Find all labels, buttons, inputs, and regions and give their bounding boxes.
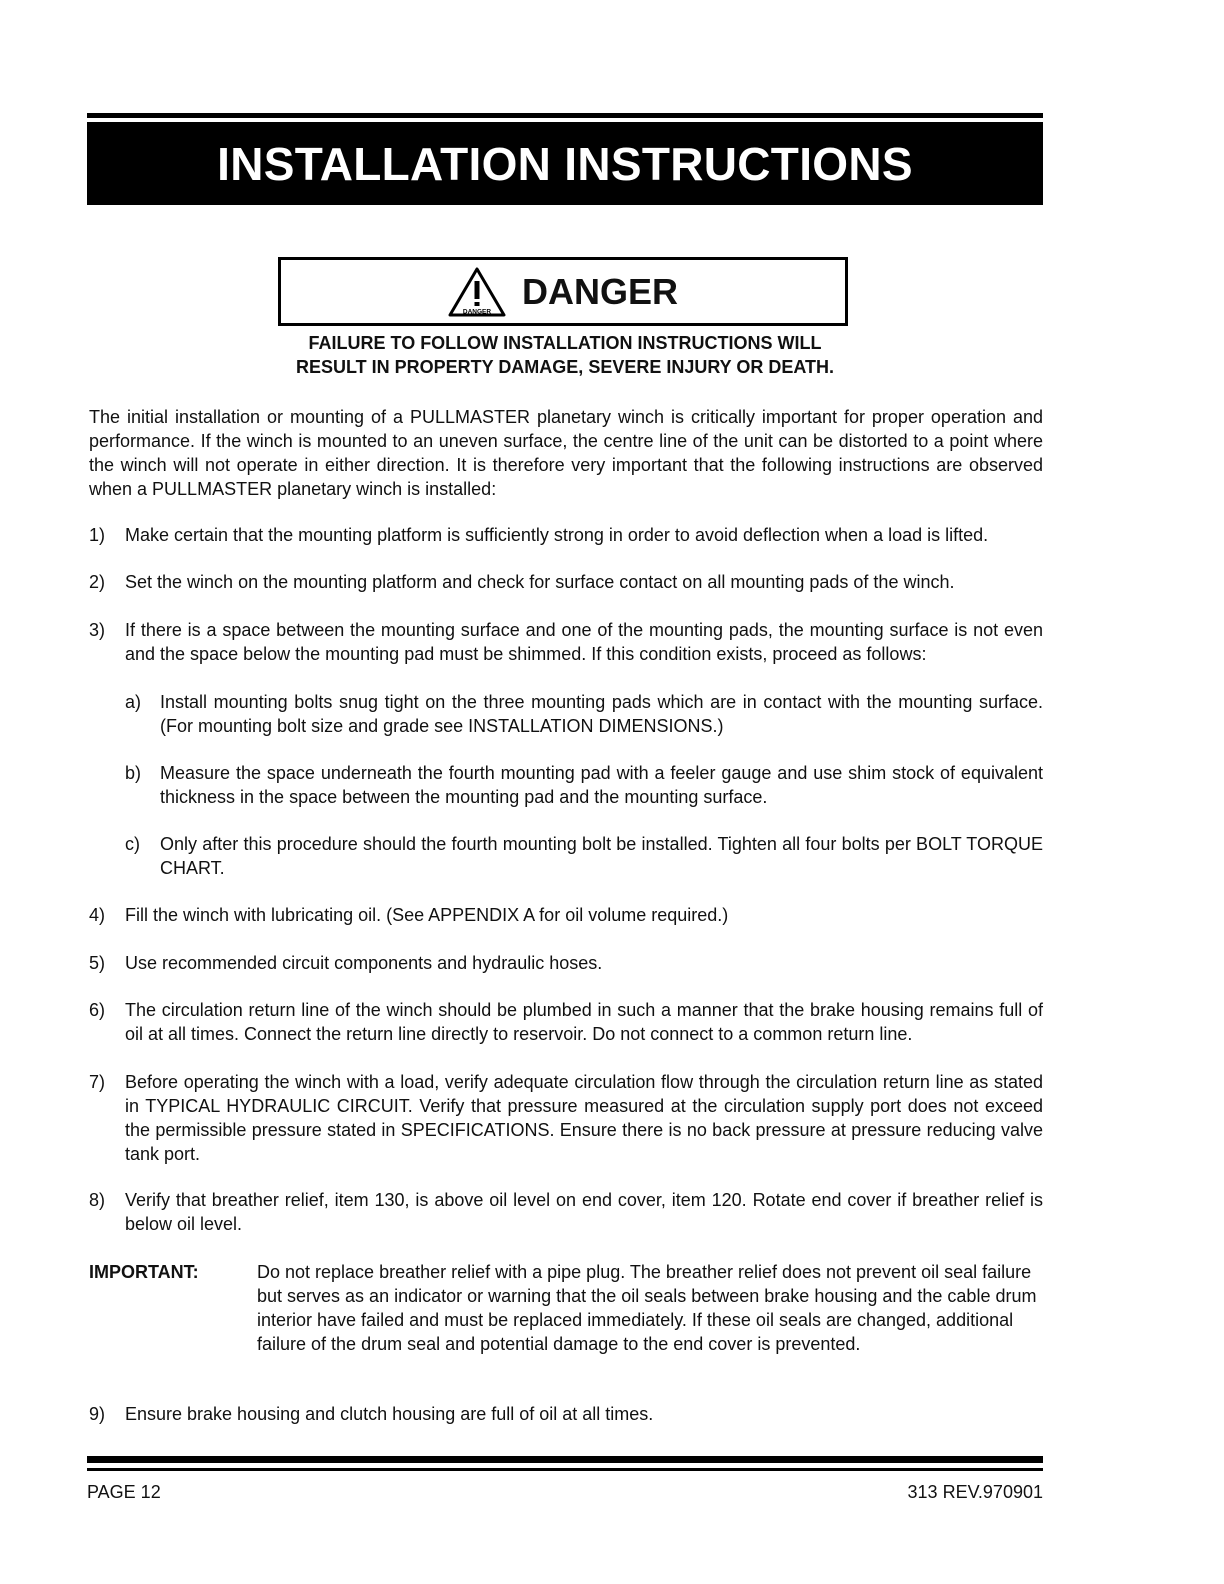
step-4 — [89, 903, 1043, 927]
step-6 — [89, 998, 1043, 1046]
substep-text: Only after this procedure should the fourth mounting bolt be installed. Tighten all four bolts per BOLT TORQUE CHART. — [160, 834, 1043, 878]
title-banner — [87, 122, 1043, 205]
step-text: Use recommended circuit components and hydraulic hoses. — [125, 953, 603, 973]
substep-letter: a) — [125, 692, 142, 712]
danger-box — [278, 257, 848, 326]
step-1 — [89, 523, 1043, 547]
step-number: 2) — [89, 572, 106, 592]
step-text: Before operating the winch with a load, verify adequate circulation flow through the circulation return line as stated in TYPICAL HYDRAULIC CIRCUIT. Verify that pressure measured at the circulation supply port does not exceed the permissible pressure stated in SPECIFICATIONS. Ensure there is no back pressure at pressure reducing valve tank port. — [125, 1072, 1043, 1164]
step-text: The circulation return line of the winch should be plumbed in such a manner that the brake housing remains full of oil at all times. Connect the return line directly to reservoir. Do not connect to a common return line. — [125, 1000, 1043, 1044]
intro-paragraph: The initial installation or mounting of a PULLMASTER planetary winch is critically important for proper operation and performance. If the winch is mounted to an uneven surface, the centre line of the unit can be distorted to a point where the winch will not operate in either direction. It is therefore very important that the following instructions are observed when a PULLMASTER planetary winch is installed: — [89, 407, 1043, 499]
step-3 — [89, 618, 1043, 666]
step-text: Ensure brake housing and clutch housing are full of oil at all times. — [125, 1404, 654, 1424]
page-number: PAGE 12 — [87, 1482, 161, 1502]
step-number: 6) — [89, 1000, 106, 1020]
step-text: Make certain that the mounting platform is sufficiently strong in order to avoid deflection when a load is lifted. — [125, 525, 989, 545]
bottom-rule-thick — [87, 1456, 1043, 1463]
step-8 — [89, 1188, 1043, 1236]
step-number: 1) — [89, 525, 106, 545]
step-text: Set the winch on the mounting platform and check for surface contact on all mounting pads of the winch. — [125, 572, 955, 592]
top-rule — [87, 113, 1043, 118]
step-text: Fill the winch with lubricating oil. (See APPENDIX A for oil volume required.) — [125, 905, 729, 925]
revision-code: 313 REV.970901 — [907, 1482, 1043, 1502]
step-text: If there is a space between the mounting surface and one of the mounting pads, the mounting surface is not even and the space below the mounting pad must be shimmed. If this condition exists, proceed as follows: — [125, 620, 1043, 664]
warning-line-1: FAILURE TO FOLLOW INSTALLATION INSTRUCTIONS WILL — [308, 333, 822, 353]
page-title: INSTALLATION INSTRUCTIONS — [217, 137, 913, 190]
step-text: Verify that breather relief, item 130, is above oil level on end cover, item 120. Rotate end cover if breather relief is below oil level. — [125, 1190, 1043, 1234]
step-number: 7) — [89, 1072, 106, 1092]
step-number: 9) — [89, 1404, 106, 1424]
warning-line-2: RESULT IN PROPERTY DAMAGE, SEVERE INJURY OR DEATH. — [295, 357, 835, 377]
danger-icon-label: DANGER — [462, 308, 492, 315]
substep-letter: b) — [125, 763, 142, 783]
bottom-rule-thin — [87, 1468, 1043, 1471]
step-7 — [89, 1070, 1043, 1166]
important-text: Do not replace breather relief with a pipe plug. The breather relief does not prevent oil seal failure but serves as an indicator or warning that the oil seals between brake housing and the cable drum interior have failed and must be replaced immediately. If these oil seals are changed, additional failure of the drum seal and potential damage to the end cover is prevented. — [257, 1262, 1037, 1354]
substep-letter: c) — [125, 834, 140, 854]
important-note — [89, 1260, 1043, 1356]
step-5 — [89, 951, 1043, 975]
substep-b — [125, 761, 1043, 809]
substep-a — [125, 690, 1043, 738]
danger-label: DANGER — [521, 270, 678, 312]
warning-triangle-icon — [448, 267, 506, 317]
step-number: 8) — [89, 1190, 106, 1210]
step-2 — [89, 570, 1043, 594]
substep-c — [125, 832, 1043, 880]
step-number: 5) — [89, 953, 106, 973]
step-number: 4) — [89, 905, 106, 925]
important-label: IMPORTANT: — [89, 1262, 199, 1282]
danger-warning — [87, 331, 1043, 379]
step-9 — [89, 1402, 1043, 1426]
step-number: 3) — [89, 620, 106, 640]
substep-text: Install mounting bolts snug tight on the three mounting pads which are in contact with the mounting surface. (For mounting bolt size and grade see INSTALLATION DIMENSIONS.) — [160, 692, 1043, 736]
substep-text: Measure the space underneath the fourth mounting pad with a feeler gauge and use shim stock of equivalent thickness in the space between the mounting pad and the mounting surface. — [160, 763, 1043, 807]
